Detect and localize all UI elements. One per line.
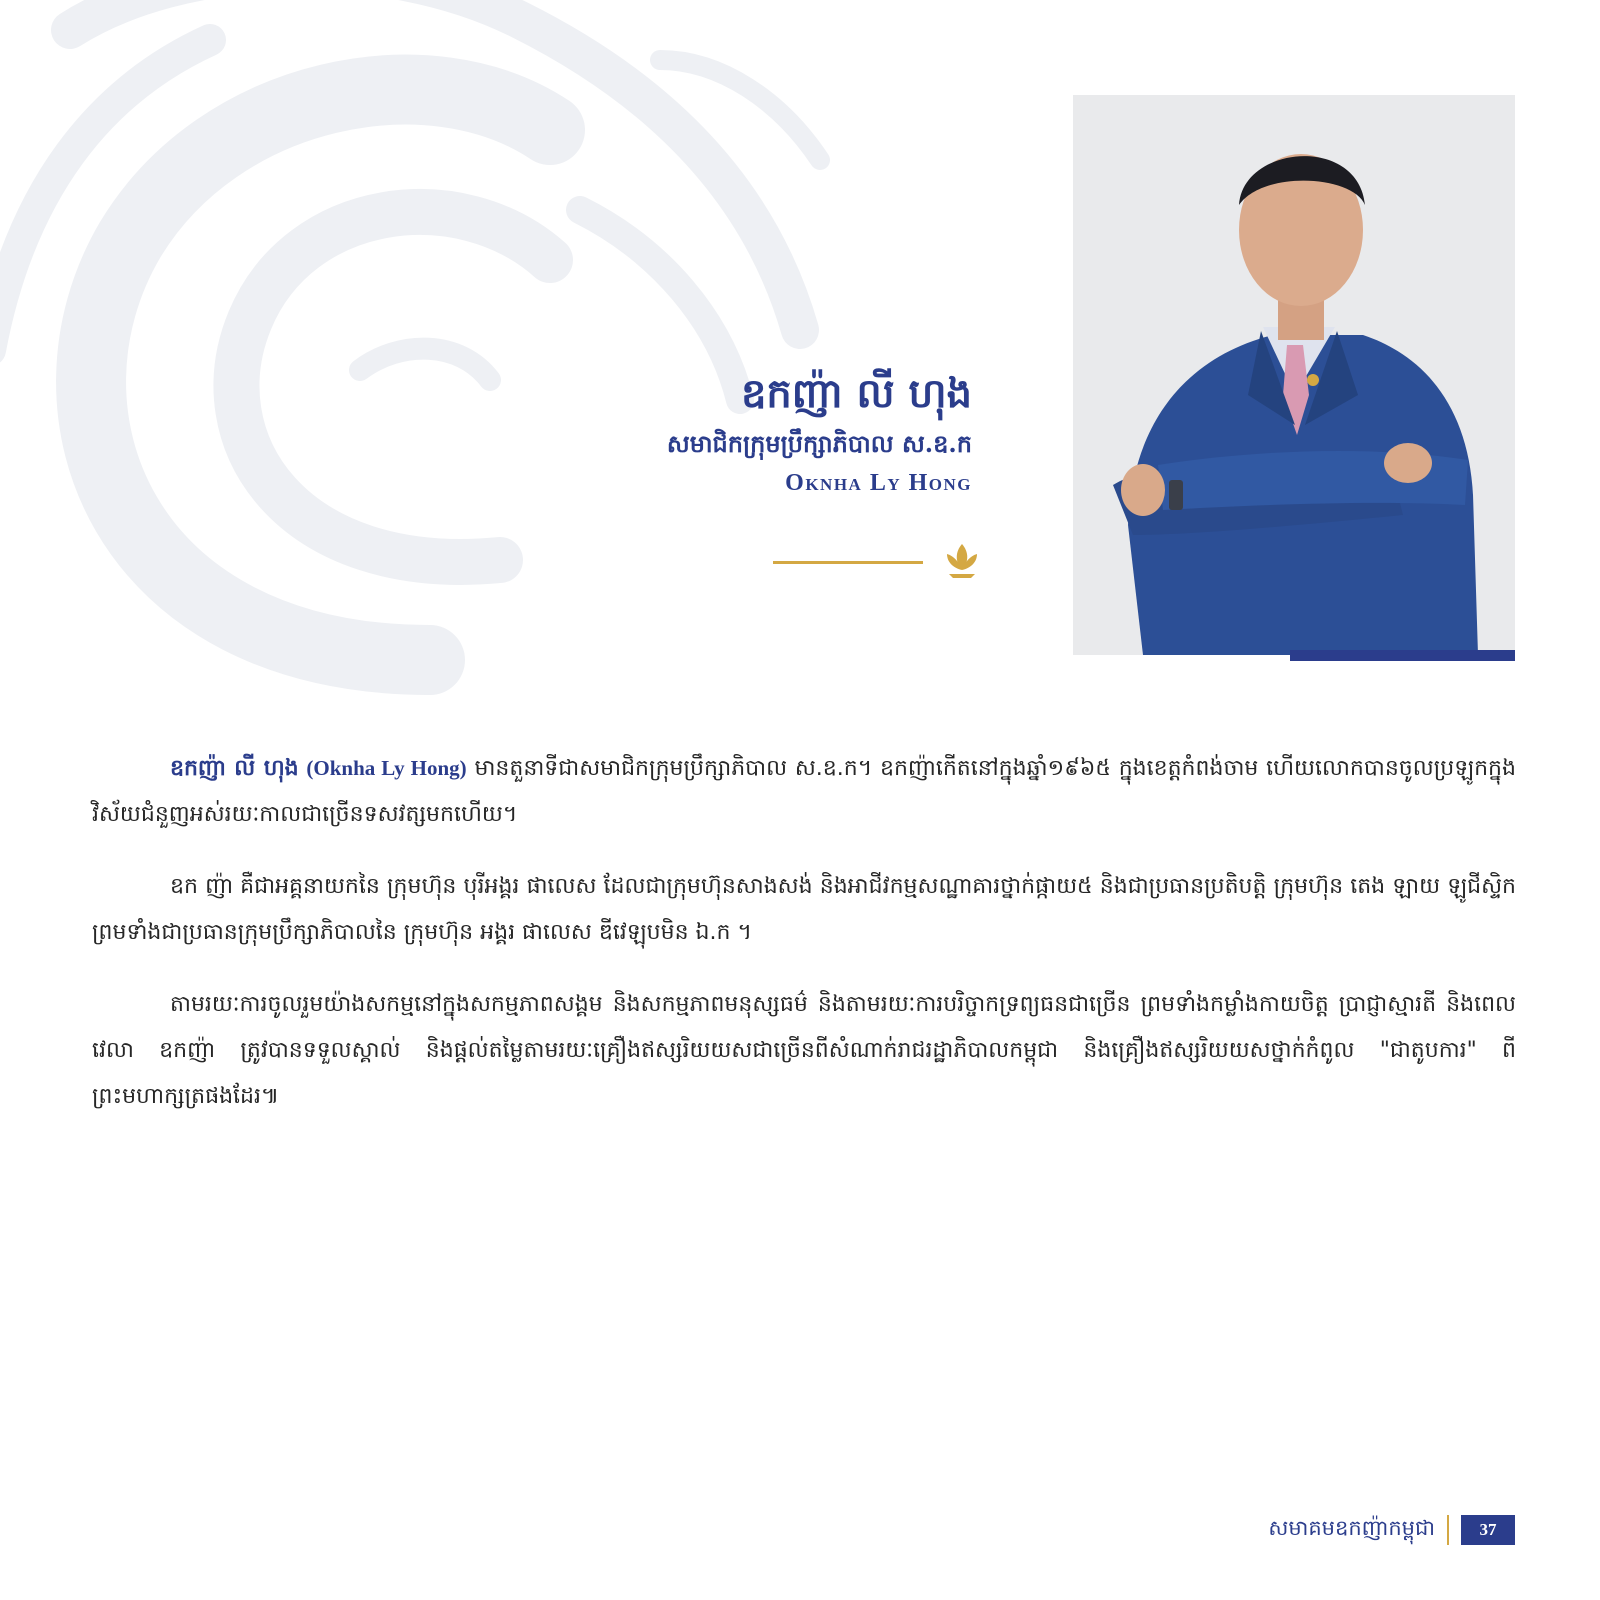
member-name-en: Oknha Ly Hong (785, 470, 972, 496)
gold-divider-line (773, 561, 923, 564)
page-footer (1268, 1514, 1515, 1546)
bio-paragraph: ឧក ញ៉ា គឺជាអគ្គនាយកនៃ ក្រុមហ៊ុន បុរីអង្គរ ផាលេស ដែលជាក្រុមហ៊ុនសាងសង់ និងអាជីវកម្មសណ្ឋាគារថ្នាក់ផ្កាយ៥ និងជាប្រធានប្រតិបត្តិ ក្រុមហ៊ុន តេង ឡាយ ឡូជីស្ទិក ព្រមទាំងជាប្រធានក្រុមប្រឹក្សាភិបាលនៃ ក្រុមហ៊ុន អង្គរ ផាលេស ឌីវេឡុបមិន ឯ.ក ។ (92, 874, 1516, 945)
photo-accent-bar (1290, 650, 1515, 661)
biography (92, 745, 1516, 1146)
bio-member-name-en: (Oknha Ly Hong) (306, 756, 467, 780)
dragon-watermark (0, 0, 920, 700)
lotus-icon (943, 540, 981, 580)
footer-association-name: សមាគមឧកញ៉ាកម្ពុជា (1268, 1515, 1435, 1540)
member-photo (1073, 95, 1515, 655)
page-number: 37 (1461, 1515, 1515, 1545)
portrait-illustration (1073, 95, 1515, 655)
footer-separator (1447, 1515, 1449, 1545)
title-divider (773, 540, 981, 580)
bio-paragraph: តាមរយៈការចូលរួមយ៉ាងសកម្មនៅក្នុងសកម្មភាពសង្គម និងសកម្មភាពមនុស្សធម៌ និងតាមរយៈការបរិច្ចាកទ្រព្យធនជាច្រើន ព្រមទាំងកម្លាំងកាយចិត្ត ប្រាជ្ញាស្មារតី និងពេលវេលា ឧកញ៉ា ត្រូវបានទទួលស្គាល់ និងផ្តល់តម្លៃតាមរយៈគ្រឿងឥស្សរិយយសជាច្រើនពីសំណាក់រាជរដ្ឋាភិបាលកម្ពុជា និងគ្រឿងឥស្សរិយយសថ្នាក់កំពូល "ជាតូបការ" ពីព្រះមហាក្សត្រផងដែរ៕ (92, 992, 1516, 1109)
profile-header (412, 368, 972, 497)
bio-paragraph (92, 745, 1516, 838)
member-position-kh: សមាជិកក្រុមប្រឹក្សាភិបាល ស.ឧ.ក (666, 429, 972, 458)
bio-paragraph-text: មានតួនាទីជាសមាជិកក្រុមប្រឹក្សាភិបាល ស.ឧ.ក។ ឧកញ៉ាកើតនៅក្នុងឆ្នាំ១៩៦៥ ក្នុងខេត្តកំពង់ចាម ហើយលោកបានចូលប្រឡូកក្នុងវិស័យជំនួញអស់រយៈកាលជាច្រើនទសវត្សមកហើយ។ (92, 756, 1516, 827)
member-name-kh: ឧកញ៉ា លី ហុង (741, 370, 972, 417)
bio-member-name-kh: ឧកញ៉ា លី ហុង (170, 756, 299, 781)
